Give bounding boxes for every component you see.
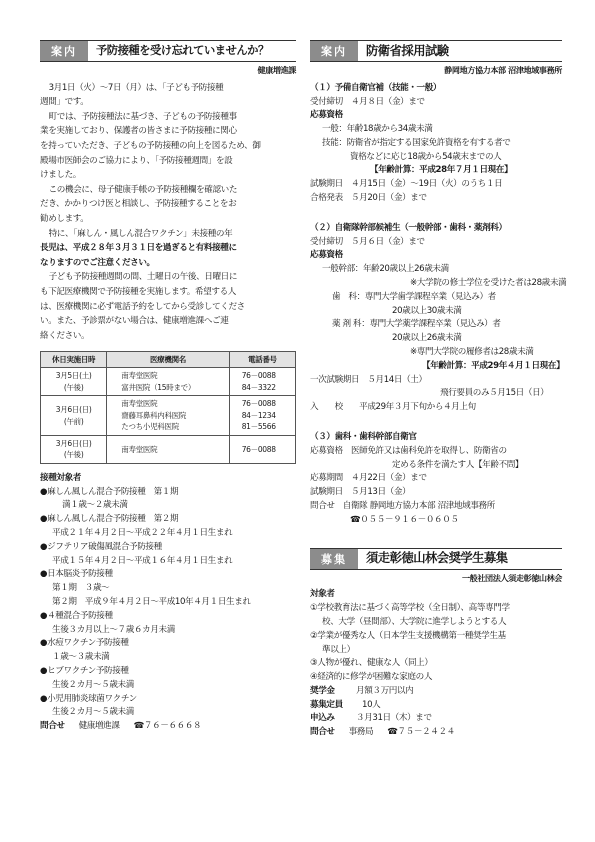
quota-value: 10人 — [362, 699, 381, 710]
phone-number: 76－0088 — [241, 399, 276, 409]
vaccine-name: ●ヒブワクチン予防接種 — [40, 666, 129, 677]
target-item: ③人物が優れ、健康な人（同上） — [310, 658, 433, 669]
eligibility-label: 応募資格 — [310, 250, 343, 261]
deadline-label: 申込み — [310, 713, 335, 724]
vaccine-eligibility: 平成１５年４月２日～平成１６年４月１日生まれ — [52, 555, 233, 566]
contact-phone: ☎７６－６６６８ — [133, 721, 202, 732]
target-label: 対象者 — [310, 589, 335, 600]
exam-date-line: 飛行要員のみ５月15日（日） — [440, 388, 549, 399]
paragraph-line: は、医療機関に必ず電話予約をしてから受診してくださ — [40, 301, 245, 312]
eligibility-label: 応募資格 — [310, 110, 343, 121]
eligibility-line: 一般：年齢18歳から34歳未満 — [322, 124, 433, 135]
vaccine-eligibility: １歳～３歳未満 — [52, 652, 110, 663]
phone-number: 84－3322 — [241, 382, 276, 392]
vaccine-name: ●小児用肺炎球菌ワクチン — [40, 693, 137, 704]
contact-phone: ☎０５５－９１６－０６０５ — [350, 514, 459, 525]
clinic-cell — [107, 396, 229, 436]
result-date-line: 合格発表 ５月20日（金）まで — [310, 193, 427, 204]
vaccine-name: ●麻しん風しん混合予防接種 第１期 — [40, 486, 179, 497]
contact-phone: ☎７５－２４２４ — [387, 727, 455, 738]
amount-label: 奨学金 — [310, 685, 335, 696]
vaccine-name: ●４種混合予防接種 — [40, 610, 113, 621]
schedule-date: 3月6日(日) — [55, 438, 92, 448]
enrollment-line: 入 校 平成29年３月下旬から４月上旬 — [310, 402, 476, 413]
clinic-cell — [107, 435, 229, 463]
clinic-name: 齋藤耳鼻科内科医院 — [121, 410, 187, 420]
contact-line — [40, 720, 296, 734]
contact-line — [310, 726, 562, 740]
paragraph-line: い。また、予診票がない場合は、健康増進課へご連 — [40, 316, 229, 327]
vaccine-eligibility: 第１期 ３歳～ — [52, 583, 110, 594]
paragraph-line: を持っていただき、子どもの予防接種の向上を図るため、御 — [40, 141, 261, 152]
table-row — [41, 368, 296, 396]
schedule-date-cell — [41, 368, 107, 396]
clinic-cell — [107, 368, 229, 396]
table-header: 電話番号 — [229, 352, 295, 368]
deadline-line: 受付締切 ４月８日（金）まで — [310, 96, 425, 107]
vaccine-name: ●日本脳炎予防接種 — [40, 569, 113, 580]
paragraph-line: 特に、「麻しん・風しん混合ワクチン」未接種の年 — [48, 228, 233, 239]
defense-header — [310, 40, 562, 62]
eligibility-line: 20歳以上30歳未満 — [392, 305, 462, 316]
paragraph-line: 子ども予防接種週間の間、土曜日の午後、日曜日に — [48, 272, 238, 283]
paragraph-line: 町では、予防接種法に基づき、子どもの予防接種事 — [48, 111, 237, 122]
section-title: （１）予備自衛官補（技能・一般） — [310, 82, 442, 93]
article-title: 須走彰徳山林会奨学生募集 — [366, 551, 508, 566]
target-list — [310, 602, 562, 685]
eligibility-line: 資格などに応じ18歳から54歳末までの人 — [350, 151, 502, 162]
contact-label: 問合せ — [40, 721, 65, 732]
paragraph-line: 殿場市医師会のご協力により、「予防接種週間」を設 — [40, 155, 233, 166]
category-tag: 案内 — [310, 41, 358, 61]
amount-value: 月額３万円以内 — [356, 685, 414, 696]
target-item: ①学校教育法に基づく高等学校（全日制）、高等専門学 — [310, 603, 510, 614]
eligibility-line: 薬 剤 科：専門大学薬学課程卒業（見込み）者 — [332, 319, 501, 330]
schedule-date-cell — [41, 396, 107, 436]
exam-date-line: 試験期日 ４月15日（金）～19日（火）のうち１日 — [310, 179, 503, 190]
vaccine-eligibility: 満１歳～２歳未満 — [62, 500, 128, 511]
table-row — [41, 435, 296, 463]
article-title: 防衛省採用試験 — [366, 43, 449, 58]
eligibility-line: 20歳以上26歳未満 — [392, 333, 462, 344]
paragraph-line: 勧めします。 — [40, 214, 89, 225]
vaccine-name: ●ジフテリア破傷風混合予防接種 — [40, 541, 162, 552]
clinic-name: 南寿堂医院 — [121, 444, 158, 454]
eligibility-note: ※専門大学院の履修者は28歳未満 — [410, 347, 534, 358]
category-tag: 募集 — [310, 549, 358, 569]
holiday-schedule-table — [40, 351, 296, 464]
paragraph-line: 絡ください。 — [40, 330, 90, 341]
article-org: 一般社団法人須走彰徳山林会 — [461, 572, 562, 583]
deadline-value: ３月31日（木）まで — [356, 713, 432, 724]
contact-label: 問合せ — [310, 727, 335, 738]
age-basis-note: 【年齢計算：平成28年７月１日現在】 — [370, 165, 513, 176]
phone-number: 76－0088 — [241, 444, 276, 454]
target-item: ②学業が優秀な人（日本学生支援機構第一種奨学生基 — [310, 630, 506, 641]
eligibility-line: 定める条件を満たす人【年齢不問】 — [392, 459, 524, 470]
eligibility-line: 応募資格 医師免許又は歯科免許を取得し、防衛省の — [310, 445, 507, 456]
schedule-time: (午後) — [63, 382, 84, 392]
article-title: 予防接種を受け忘れていませんか？ — [96, 44, 269, 58]
vaccine-eligibility: 生後３カ月以上～７歳６カ月未満 — [52, 624, 175, 635]
age-basis-note: 【年齢計算：平成29年４月１日現在】 — [422, 360, 565, 371]
scholarship-header — [310, 548, 562, 570]
targets-heading: 接種対象者 — [40, 472, 81, 483]
quota-label: 募集定員 — [310, 699, 343, 710]
clinic-name: 南寿堂医院 — [121, 371, 158, 381]
schedule-time: (午後) — [63, 450, 84, 460]
contact-dept: 健康増進課 — [78, 721, 120, 732]
clinic-name: 富井医院（15時まで） — [121, 382, 196, 392]
eligibility-line: 一般幹部：年齢20歳以上26歳未満 — [322, 264, 449, 275]
table-header: 休日実施日時 — [41, 352, 107, 368]
phone-number: 84－1234 — [241, 410, 276, 420]
targets-list — [40, 486, 296, 721]
target-item: 準以上） — [322, 644, 355, 655]
vaccine-eligibility: 生後２カ月～５歳未満 — [52, 679, 134, 690]
contact-dept: 事務局 — [348, 727, 374, 738]
category-tag: 案内 — [40, 41, 88, 61]
phone-cell — [229, 435, 295, 463]
target-item: ④経済的に修学が困難な家庭の人 — [310, 672, 433, 683]
article-body — [40, 81, 296, 344]
vaccination-article — [40, 40, 296, 734]
vaccine-eligibility: 第２期 平成９年４月２日～平成10年４月１日生まれ — [52, 597, 251, 608]
schedule-date-cell — [41, 435, 107, 463]
article-org: 静岡地方協力本部 沼津地域事務所 — [444, 65, 562, 75]
section-title: （２）自衛隊幹部候補生（一般幹部・歯科・薬剤科） — [310, 222, 507, 233]
schedule-time: (午前) — [63, 416, 84, 426]
table-row — [41, 396, 296, 436]
article-org: 健康増進課 — [257, 65, 296, 75]
eligibility-line: 歯 科：専門大学歯学課程卒業（見込み）者 — [332, 291, 496, 302]
phone-cell — [229, 396, 295, 436]
target-item: 校、大学（昼間部）、大学院に進学しようとする人 — [322, 616, 507, 627]
deadline-line: 受付締切 ５月６日（金）まで — [310, 236, 425, 247]
exam-date-line: 一次試験期日 ５月14日（土） — [310, 374, 427, 385]
paragraph-line: なりますのでご注意ください。 — [40, 257, 155, 268]
schedule-date: 3月5日(土) — [55, 371, 92, 381]
clinic-name: たつち小児科医院 — [121, 422, 179, 432]
vaccine-eligibility: 生後２カ月～５歳未満 — [52, 707, 134, 718]
application-period-line: 応募期間 ４月22日（金）まで — [310, 473, 427, 484]
paragraph-line: 長児は、平成２８年３月３１日を過ぎると有料接種に — [40, 243, 237, 254]
paragraph-line: 3月1日（火）～7日（月）は、「子ども予防接種 — [48, 82, 224, 93]
vaccine-name: ●麻しん風しん混合予防接種 第２期 — [40, 514, 179, 525]
quota-row — [310, 699, 562, 713]
exam-date-line: 試験期日 ５月13日（金） — [310, 487, 411, 498]
contact-line: 問合せ 自衛隊 静岡地方協力本部 沼津地域事務所 — [310, 501, 495, 512]
phone-cell — [229, 368, 295, 396]
eligibility-note: ※大学院の修士学位を受けた者は28歳未満 — [410, 278, 567, 289]
eligibility-line: 技能：防衛省が指定する国家免許資格を有する者で — [322, 137, 511, 148]
phone-number: 81－5566 — [241, 422, 276, 432]
paragraph-line: も下記医療機関で予防接種を実施します。希望する人 — [40, 287, 236, 298]
paragraph-line: 週間」です。 — [40, 97, 89, 108]
section-title: （３）歯科・歯科幹部自衛官 — [310, 432, 417, 443]
paragraph-line: 業を実施しており、保護者の皆さまに予防接種に関心 — [40, 126, 237, 137]
vaccination-header — [40, 40, 296, 62]
paragraph-line: けました。 — [40, 170, 81, 181]
clinic-name: 南寿堂医院 — [121, 399, 158, 409]
deadline-row — [310, 712, 562, 726]
schedule-date: 3月6日(日) — [55, 405, 92, 415]
scholarship-article — [310, 548, 562, 740]
phone-number: 76－0088 — [241, 371, 276, 381]
defense-article — [310, 40, 567, 740]
amount-row — [310, 685, 562, 699]
table-header-row — [41, 352, 296, 368]
paragraph-line: この機会に、母子健康手帳の予防接種欄を確認いた — [48, 184, 238, 195]
table-header: 医療機関名 — [107, 352, 229, 368]
vaccine-name: ●水痘ワクチン予防接種 — [40, 638, 129, 649]
paragraph-line: だき、かかりつけ医と相談し、予防接種することをお — [40, 199, 237, 210]
vaccine-eligibility: 平成２１年４月２日～平成２２年４月１日生まれ — [52, 528, 233, 539]
